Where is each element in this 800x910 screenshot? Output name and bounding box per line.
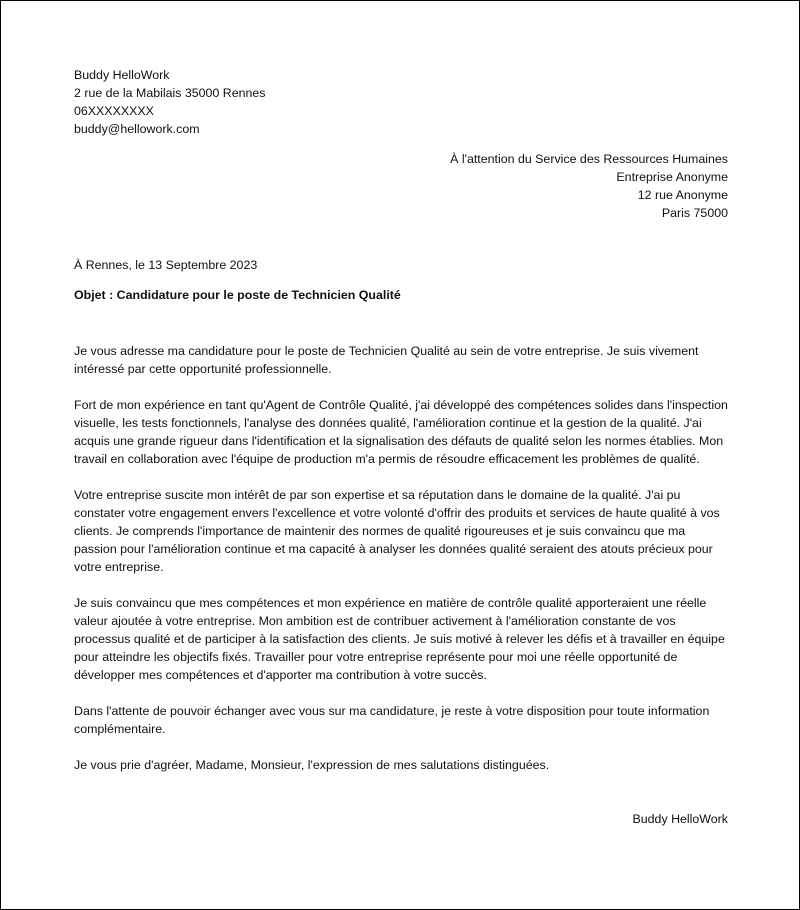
recipient-attention: À l'attention du Service des Ressources Humaines: [450, 152, 728, 166]
recipient-company: Entreprise Anonyme: [616, 170, 728, 184]
closing-paragraph: Je vous prie d'agréer, Madame, Monsieur, l'expression de mes salutations distinguées.: [74, 758, 550, 772]
sender-block: [74, 66, 728, 138]
sender-phone: 06XXXXXXXX: [74, 104, 154, 118]
signature: Buddy HelloWork: [632, 812, 728, 826]
sender-address: 2 rue de la Mabilais 35000 Rennes: [74, 86, 266, 100]
recipient-city: Paris 75000: [661, 206, 728, 220]
letter-content: [74, 66, 728, 828]
body-paragraph: Fort de mon expérience en tant qu'Agent de Contrôle Qualité, j'ai développé des compétences solides dans l'inspection visuelle, les tests fonctionnels, l'analyse des données qualité, l'amélioration continue et la gestion de la qualité. J'ai acquis une grande rigueur dans l'identification et la signalisation des défauts de qualité selon les normes établies. Mon travail en collaboration avec l'équipe de production m'a permis de résoudre efficacement les problèmes de qualité.: [74, 398, 728, 466]
recipient-block: [74, 150, 728, 222]
body-paragraph: Je vous adresse ma candidature pour le poste de Technicien Qualité au sein de votre entreprise. Je suis vivement intéressé par cette opportunité professionnelle.: [74, 344, 699, 376]
recipient-street: 12 rue Anonyme: [637, 188, 728, 202]
body-paragraph: Votre entreprise suscite mon intérêt de par son expertise et sa réputation dans le domaine de la qualité. J'ai pu constater votre engagement envers l'excellence et votre volonté d'offrir des produits et services de haute qualité à vos clients. Je comprends l'importance de maintenir des normes de qualité rigoureuses et je suis convaincu que ma passion pour l'amélioration continue et ma capacité à analyser les données qualité seraient des atouts précieux pour votre entreprise.: [74, 488, 720, 574]
sender-name: Buddy HelloWork: [74, 68, 170, 82]
letter-subject: Objet : Candidature pour le poste de Technicien Qualité: [74, 288, 401, 302]
letter-date: À Rennes, le 13 Septembre 2023: [74, 258, 258, 272]
body-paragraph: Je suis convaincu que mes compétences et mon expérience en matière de contrôle qualité apporteraient une réelle valeur ajoutée à votre entreprise. Mon ambition est de contribuer activement à l'amélioration constante de vos processus qualité et de participer à la satisfaction des clients. Je suis motivé à relever les défis et à travailler en équipe pour atteindre les objectifs fixés. Travailler pour votre entreprise représente pour moi une réelle opportunité de développer mes compétences et d'apporter ma contribution à votre succès.: [74, 596, 725, 682]
letter-body: [74, 342, 728, 774]
body-paragraph: Dans l'attente de pouvoir échanger avec vous sur ma candidature, je reste à votre disposition pour toute information complémentaire.: [74, 704, 710, 736]
sender-email: buddy@hellowork.com: [74, 122, 200, 136]
